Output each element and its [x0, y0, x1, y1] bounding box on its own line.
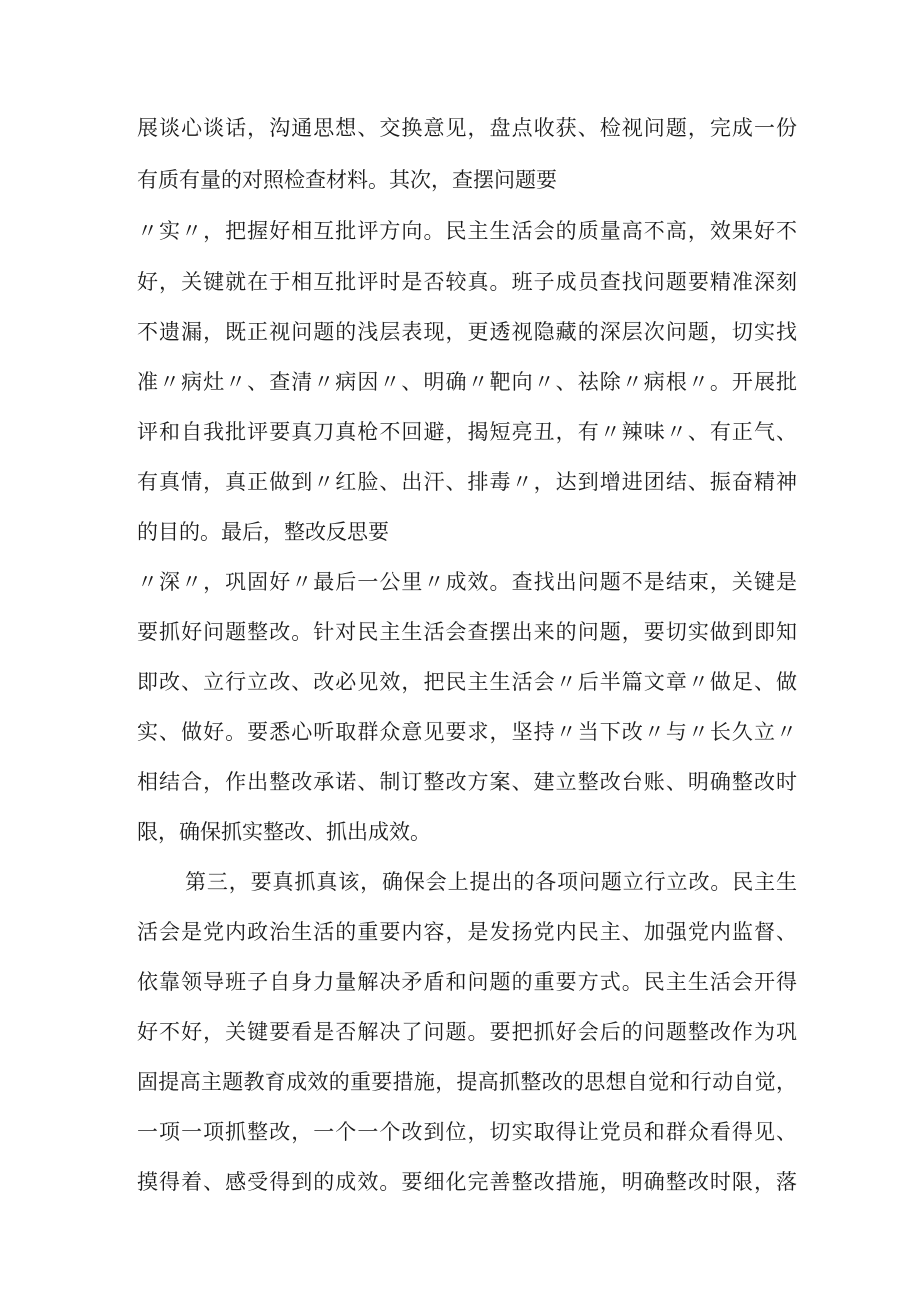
paragraph-line: 实、做好。要悉心听取群众意见要求，坚持〃当下改〃与〃长久立〃 — [137, 720, 797, 744]
paragraph-line: 〃实〃，把握好相互批评方向。民主生活会的质量高不高，效果好不 — [137, 219, 797, 243]
paragraph-line: 要抓好问题整改。针对民主生活会查摆出来的问题，要切实做到即知 — [137, 620, 797, 644]
paragraph-line: 评和自我批评要真刀真枪不回避，揭短亮丑，有〃辣味〃、有正气、 — [137, 420, 797, 444]
paragraph-line: 有质有量的对照检查材料。其次，查摆问题要 — [137, 168, 557, 192]
paragraph-line: 依靠领导班子自身力量解决矛盾和问题的重要方式。民主生活会开得 — [137, 970, 797, 994]
paragraph-line: 好，关键就在于相互批评时是否较真。班子成员查找问题要精准深刻 — [137, 270, 797, 294]
paragraph-line: 的目的。最后，整改反思要 — [137, 520, 389, 544]
paragraph-line: 不遗漏，既正视问题的浅层表现，更透视隐藏的深层次问题，切实找 — [137, 320, 797, 344]
paragraph-line: 展谈心谈话，沟通思想、交换意见，盘点收获、检视问题，完成一份 — [137, 116, 797, 140]
paragraph-line: 准〃病灶〃、查清〃病因〃、明确〃靶向〃、祛除〃病根〃。开展批 — [137, 370, 797, 394]
paragraph-line: 摸得着、感受得到的成效。要细化完善整改措施，明确整改时限，落 — [137, 1170, 797, 1194]
paragraph-line: 好不好，关键要看是否解决了问题。要把抓好会后的问题整改作为巩 — [137, 1020, 797, 1044]
paragraph-line: 〃深〃，巩固好〃最后一公里〃成效。查找出问题不是结束，关键是 — [137, 570, 797, 594]
paragraph-line: 第三，要真抓真该，确保会上提出的各项问题立行立改。民主生 — [185, 870, 797, 894]
paragraph-line: 有真情，真正做到〃红脸、出汗、排毒〃，达到增进团结、振奋精神 — [137, 470, 797, 494]
paragraph-line: 一项一项抓整改，一个一个改到位，切实取得让党员和群众看得见、 — [137, 1120, 797, 1144]
paragraph-line: 相结合，作出整改承诺、制订整改方案、建立整改台账、明确整改时 — [137, 770, 797, 794]
paragraph-line: 固提高主题教育成效的重要措施，提高抓整改的思想自觉和行动自觉， — [137, 1070, 797, 1094]
paragraph-line: 限，确保抓实整改、抓出成效。 — [137, 820, 431, 844]
paragraph-line: 活会是党内政治生活的重要内容，是发扬党内民主、加强党内监督、 — [137, 920, 797, 944]
paragraph-line: 即改、立行立改、改必见效，把民主生活会〃后半篇文章〃做足、做 — [137, 670, 797, 694]
